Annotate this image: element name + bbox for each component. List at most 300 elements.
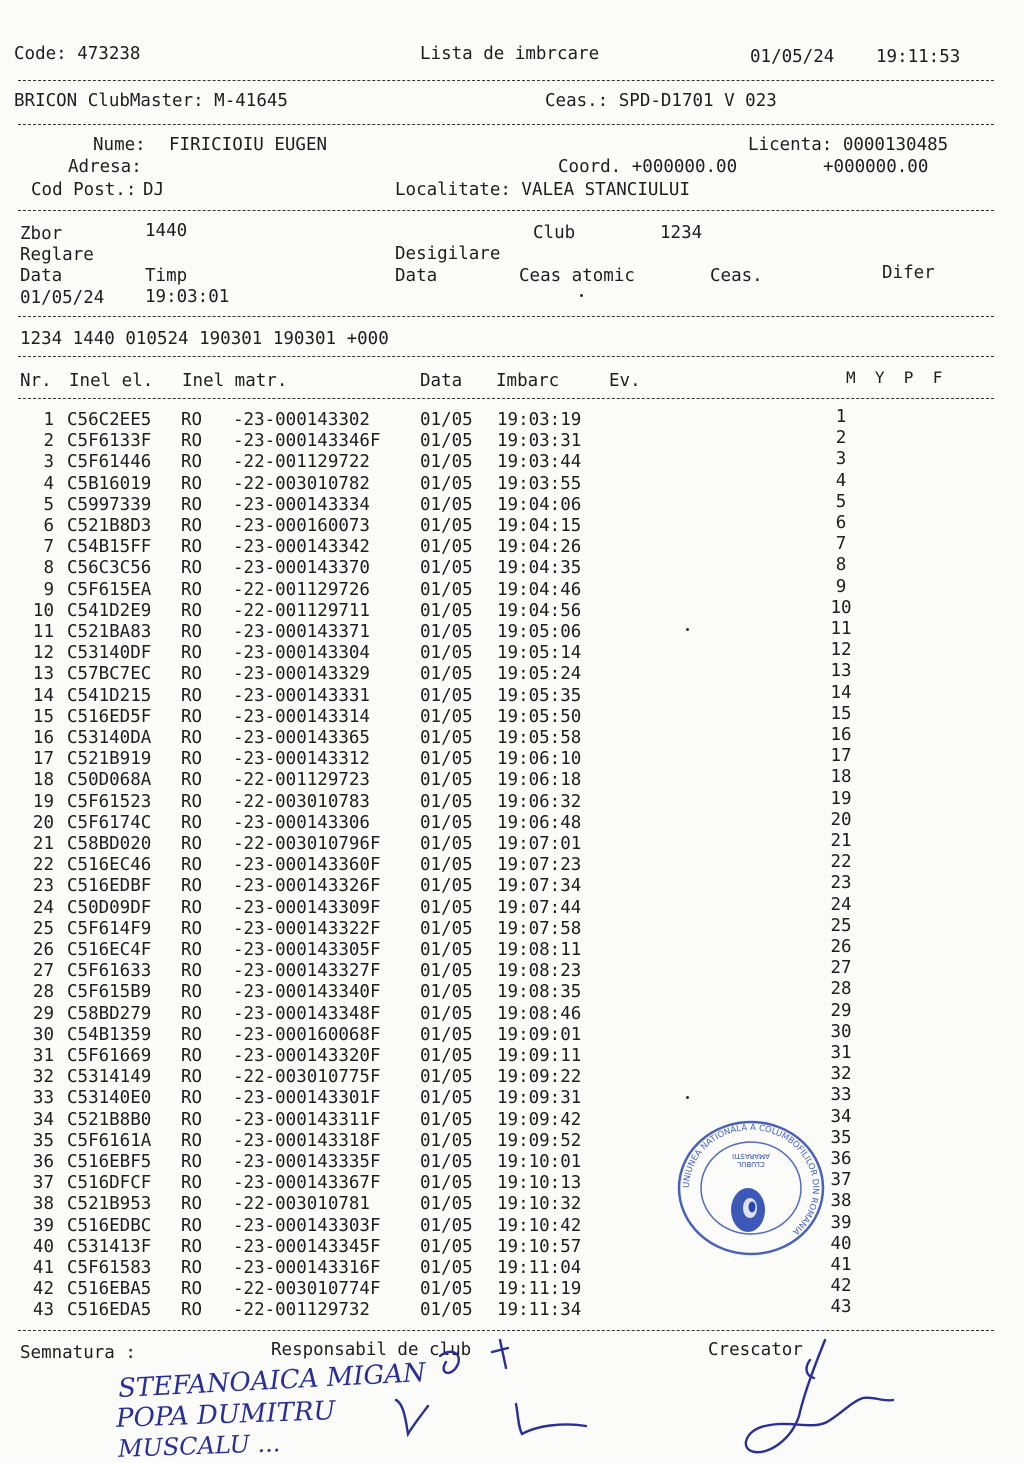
- country: RO: [181, 770, 203, 791]
- col-header-nr: Nr.: [20, 371, 52, 391]
- separator: [18, 1330, 994, 1331]
- row-number: 28: [32, 982, 54, 1003]
- ring-number: -22-001129726: [233, 579, 370, 600]
- row-number: 4: [43, 473, 54, 494]
- svg-text:AMARASTII: AMARASTII: [732, 1152, 770, 1160]
- ring-number: -22-003010796F: [233, 834, 381, 854]
- electronic-ring: C5F614F9: [67, 918, 152, 939]
- stamp-seal-icon: [676, 1118, 826, 1258]
- print-time: 19:11:53: [876, 47, 961, 67]
- electronic-ring: C516DFCF: [67, 1173, 152, 1194]
- table-row: [0, 703, 1024, 730]
- boarding-time: 19:07:23: [497, 855, 582, 876]
- svg-text:CLUBUL: CLUBUL: [737, 1160, 765, 1168]
- row-number: 24: [32, 897, 54, 918]
- boarding-time: 19:07:44: [497, 897, 582, 918]
- electronic-ring: C516ED5F: [67, 706, 152, 727]
- ring-number: -22-001129723: [233, 770, 370, 791]
- adresa-label: Adresa:: [68, 157, 142, 177]
- table-row: [0, 937, 1024, 963]
- arrival-date: 01/05: [420, 1279, 473, 1300]
- electronic-ring: C50D09DF: [67, 897, 152, 918]
- ring-number: -23-000143340F: [233, 982, 381, 1003]
- boarding-time: 19:05:58: [497, 728, 582, 748]
- rank: 34: [830, 1106, 852, 1127]
- table-row: [0, 1000, 1024, 1027]
- club-stamp: [676, 1118, 826, 1263]
- arrival-date: 01/05: [420, 494, 473, 515]
- country: RO: [181, 664, 203, 685]
- electronic-ring: C53140DA: [67, 728, 152, 748]
- row-number: 13: [32, 664, 54, 685]
- table-row: [0, 852, 1024, 878]
- arrival-date: 01/05: [420, 473, 473, 494]
- rank: 2: [835, 428, 847, 449]
- rank: 31: [830, 1043, 852, 1063]
- ring-number: -23-000143312: [233, 749, 370, 770]
- arrival-date: 01/05: [420, 579, 473, 600]
- ring-number: -22-003010781: [233, 1194, 370, 1215]
- clubmaster-id: BRICON ClubMaster: M-41645: [14, 91, 288, 111]
- row-number: 17: [32, 749, 54, 770]
- table-row: [0, 682, 1024, 709]
- arrival-date: 01/05: [420, 770, 473, 791]
- country: RO: [181, 1152, 203, 1172]
- table-row: [0, 1085, 1024, 1111]
- ink-dot: [686, 628, 689, 631]
- row-number: 7: [43, 537, 54, 558]
- rank: 33: [830, 1085, 852, 1106]
- boarding-time: 19:04:56: [497, 600, 582, 621]
- row-number: 41: [32, 1258, 54, 1278]
- table-row: [0, 1297, 1024, 1323]
- row-number: 20: [32, 812, 54, 833]
- electronic-ring: C516EC4F: [67, 940, 152, 960]
- table-row: [0, 894, 1024, 921]
- country: RO: [181, 706, 203, 727]
- row-number: 15: [32, 706, 54, 727]
- boarding-time: 19:05:06: [497, 622, 582, 642]
- ring-number: -23-000143348F: [233, 1003, 381, 1024]
- boarding-time: 19:08:35: [497, 982, 582, 1003]
- ring-number: -22-003010783: [233, 791, 370, 812]
- arrival-date: 01/05: [420, 961, 473, 982]
- country: RO: [181, 431, 203, 452]
- nume-label: Nume:: [93, 135, 146, 155]
- row-number: 3: [43, 452, 54, 473]
- col-header-data: Data: [420, 371, 463, 391]
- electronic-ring: C57BC7EC: [67, 664, 152, 685]
- arrival-date: 01/05: [420, 1215, 473, 1236]
- arrival-date: 01/05: [420, 600, 473, 621]
- row-number: 37: [32, 1173, 54, 1194]
- arrival-date: 01/05: [420, 749, 473, 770]
- ring-number: -23-000143306: [233, 812, 370, 833]
- row-number: 29: [32, 1003, 54, 1024]
- arrival-date: 01/05: [420, 1003, 473, 1024]
- boarding-time: 19:05:35: [497, 685, 582, 706]
- ring-number: -23-000143305F: [233, 940, 381, 960]
- electronic-ring: C53140E0: [67, 1088, 152, 1109]
- ring-number: -23-000143314: [233, 706, 370, 727]
- arrival-date: 01/05: [420, 643, 473, 664]
- electronic-ring: C56C3C56: [67, 558, 152, 579]
- ring-number: -23-000143371: [233, 622, 370, 642]
- table-row: [0, 428, 1024, 454]
- arrival-date: 01/05: [420, 1109, 473, 1130]
- country: RO: [181, 940, 203, 960]
- electronic-ring: C5F615B9: [67, 982, 152, 1003]
- electronic-ring: C516EBA5: [67, 1279, 152, 1300]
- ring-number: -23-000143302: [233, 410, 370, 430]
- rank: 18: [830, 767, 852, 788]
- row-number: 27: [32, 961, 54, 982]
- reglare-timp: 19:03:01: [145, 287, 230, 307]
- table-row: [0, 788, 1024, 815]
- boarding-time: 19:09:22: [497, 1067, 582, 1088]
- rank: 8: [835, 555, 847, 576]
- boarding-time: 19:03:19: [497, 410, 582, 430]
- row-number: 14: [32, 685, 54, 706]
- ring-number: -23-000143318F: [233, 1130, 381, 1151]
- arrival-date: 01/05: [420, 876, 473, 897]
- boarding-time: 19:09:31: [497, 1088, 582, 1109]
- country: RO: [181, 982, 203, 1003]
- row-number: 32: [32, 1067, 54, 1088]
- arrival-date: 01/05: [420, 685, 473, 706]
- arrival-date: 01/05: [420, 1130, 473, 1151]
- electronic-ring: C53140DF: [67, 643, 152, 664]
- table-row: [0, 1276, 1024, 1302]
- locality: Localitate: VALEA STANCIULUI: [395, 180, 691, 200]
- col-header-inel-matr: Inel matr.: [182, 371, 288, 391]
- ring-number: -23-000143334: [233, 494, 370, 515]
- table-row: [0, 767, 1024, 793]
- country: RO: [181, 537, 203, 558]
- ink-dot: [686, 1096, 689, 1099]
- rank: 36: [830, 1149, 852, 1169]
- row-number: 18: [32, 770, 54, 791]
- country: RO: [181, 643, 203, 664]
- rank: 40: [830, 1233, 852, 1254]
- table-row: [0, 1021, 1024, 1048]
- rank: 13: [830, 661, 852, 682]
- table-row: [0, 407, 1024, 433]
- ring-number: -23-000143370: [233, 558, 370, 579]
- ring-number: -22-003010782: [233, 473, 370, 494]
- rank: 9: [835, 576, 847, 597]
- country: RO: [181, 1236, 203, 1257]
- boarding-time: 19:06:10: [497, 749, 582, 770]
- cod-post-value: DJ: [143, 180, 165, 200]
- boarding-time: 19:09:42: [497, 1109, 582, 1130]
- table-row: [0, 619, 1024, 645]
- country: RO: [181, 791, 203, 812]
- electronic-ring: C516EBF5: [67, 1152, 152, 1172]
- row-number: 26: [32, 940, 54, 960]
- table-row: [0, 1212, 1024, 1239]
- country: RO: [181, 622, 203, 642]
- country: RO: [181, 494, 203, 515]
- ring-number: -22-003010775F: [233, 1067, 381, 1088]
- table-row: [0, 1170, 1024, 1196]
- electronic-ring: C521B8D3: [67, 516, 152, 536]
- col-header-inel-el: Inel el.: [69, 371, 154, 391]
- electronic-ring: C54B15FF: [67, 537, 152, 558]
- country: RO: [181, 1194, 203, 1215]
- reglare-label: Reglare: [20, 245, 94, 265]
- rank: 11: [830, 619, 852, 639]
- rank: 19: [830, 788, 852, 809]
- rank: 41: [830, 1255, 852, 1275]
- desigilare-label: Desigilare: [395, 244, 501, 264]
- table-row: [0, 1255, 1024, 1281]
- arrival-date: 01/05: [420, 1046, 473, 1066]
- row-number: 30: [32, 1024, 54, 1045]
- table-row: [0, 1106, 1024, 1133]
- boarding-time: 19:04:46: [497, 579, 582, 600]
- col-header-imbarc: Imbarc: [496, 371, 560, 391]
- row-number: 6: [43, 516, 54, 536]
- arrival-date: 01/05: [420, 1024, 473, 1045]
- country: RO: [181, 1024, 203, 1045]
- table-row: [0, 1233, 1024, 1260]
- boarding-time: 19:10:57: [497, 1236, 582, 1257]
- rank: 20: [830, 809, 852, 830]
- rank: 29: [830, 1000, 852, 1021]
- electronic-ring: C521BA83: [67, 622, 152, 642]
- electronic-ring: C5314149: [67, 1067, 152, 1088]
- electronic-ring: C541D215: [67, 685, 152, 706]
- boarding-time: 19:05:24: [497, 664, 582, 685]
- rank: 17: [830, 746, 852, 767]
- ring-number: -23-000143367F: [233, 1173, 381, 1194]
- boarding-time: 19:03:55: [497, 473, 582, 494]
- boarding-time: 19:07:01: [497, 834, 582, 854]
- country: RO: [181, 516, 203, 536]
- clock-id: Ceas.: SPD-D1701 V 023: [545, 91, 777, 111]
- arrival-date: 01/05: [420, 897, 473, 918]
- ring-number: -22-001129722: [233, 452, 370, 473]
- country: RO: [181, 855, 203, 876]
- row-number: 5: [43, 494, 54, 515]
- rank: 16: [830, 725, 852, 745]
- handwritten-name-1: STEFANOAICA MIGAN: [117, 1357, 427, 1405]
- ring-number: -23-000143365: [233, 728, 370, 748]
- country: RO: [181, 579, 203, 600]
- ring-number: -23-000143322F: [233, 918, 381, 939]
- table-row: [0, 873, 1024, 899]
- table-row: [0, 725, 1024, 751]
- boarding-time: 19:11:04: [497, 1258, 582, 1278]
- row-number: 21: [32, 834, 54, 854]
- table-row: [0, 576, 1024, 603]
- row-number: 39: [32, 1215, 54, 1236]
- print-date: 01/05/24: [750, 47, 835, 67]
- handwritten-name-3: MUSCALU ...: [117, 1429, 281, 1463]
- country: RO: [181, 473, 203, 494]
- rank: 24: [830, 894, 852, 915]
- cod-post-label: Cod Post.:: [31, 180, 137, 200]
- zbor-label: Zbor: [20, 224, 63, 244]
- country: RO: [181, 1215, 203, 1236]
- row-number: 38: [32, 1194, 54, 1215]
- rank: 37: [830, 1170, 852, 1191]
- rank: 42: [830, 1276, 852, 1297]
- document-code: Code: 473238: [14, 44, 141, 64]
- arrival-date: 01/05: [420, 1300, 473, 1321]
- electronic-ring: C56C2EE5: [67, 410, 152, 430]
- row-number: 31: [32, 1046, 54, 1066]
- ring-number: -22-001129732: [233, 1300, 370, 1321]
- ring-number: -23-000143320F: [233, 1046, 381, 1066]
- ring-number: -23-000143346F: [233, 431, 381, 452]
- arrival-date: 01/05: [420, 982, 473, 1003]
- table-row: [0, 979, 1024, 1005]
- arrival-date: 01/05: [420, 452, 473, 473]
- ring-number: -23-000143326F: [233, 876, 381, 897]
- electronic-ring: C5B16019: [67, 473, 152, 494]
- licence-number: Licenta: 0000130485: [748, 135, 949, 155]
- row-number: 23: [32, 876, 54, 897]
- table-row: [0, 513, 1024, 539]
- row-number: 11: [32, 622, 54, 642]
- rank: 6: [835, 513, 847, 533]
- boarding-time: 19:06:48: [497, 812, 582, 833]
- ring-number: -23-000143311F: [233, 1109, 381, 1130]
- ring-number: -23-000160068F: [233, 1024, 381, 1045]
- col-header-flags: M Y P F: [846, 368, 943, 387]
- arrival-date: 01/05: [420, 1173, 473, 1194]
- rank: 3: [835, 449, 847, 470]
- coordinates: Coord. +000000.00: [558, 157, 738, 177]
- table-row: [0, 1127, 1024, 1154]
- ring-number: -23-000143327F: [233, 961, 381, 982]
- rank: 30: [830, 1021, 852, 1042]
- electronic-ring: C58BD279: [67, 1003, 152, 1024]
- row-number: 35: [32, 1130, 54, 1151]
- boarding-time: 19:08:46: [497, 1003, 582, 1024]
- boarding-time: 19:04:35: [497, 558, 582, 579]
- arrival-date: 01/05: [420, 1194, 473, 1215]
- country: RO: [181, 812, 203, 833]
- ring-number: -23-000160073: [233, 516, 370, 536]
- electronic-ring: C516EDA5: [67, 1300, 152, 1321]
- arrival-date: 01/05: [420, 706, 473, 727]
- arrival-date: 01/05: [420, 1152, 473, 1172]
- electronic-ring: C531413F: [67, 1236, 152, 1257]
- country: RO: [181, 452, 203, 473]
- boarding-time: 19:08:11: [497, 940, 582, 960]
- table-row: [0, 534, 1024, 560]
- row-number: 40: [32, 1236, 54, 1257]
- row-number: 25: [32, 918, 54, 939]
- boarding-time: 19:09:52: [497, 1130, 582, 1151]
- country: RO: [181, 897, 203, 918]
- boarding-time: 19:08:23: [497, 961, 582, 982]
- ring-number: -23-000143301F: [233, 1088, 381, 1109]
- row-number: 42: [32, 1279, 54, 1300]
- rank: 39: [830, 1212, 852, 1233]
- rank: 26: [830, 937, 852, 957]
- ceas-atomic-label: Ceas atomic: [519, 266, 635, 286]
- boarding-time: 19:03:44: [497, 452, 582, 473]
- boarding-time: 19:11:19: [497, 1279, 582, 1300]
- coordinates-2: +000000.00: [823, 157, 929, 177]
- boarding-time: 19:04:26: [497, 537, 582, 558]
- ring-number: -23-000143342: [233, 537, 370, 558]
- ring-number: -23-000143329: [233, 664, 370, 685]
- electronic-ring: C541D2E9: [67, 600, 152, 621]
- arrival-date: 01/05: [420, 728, 473, 748]
- ring-number: -23-000143345F: [233, 1236, 381, 1257]
- electronic-ring: C521B8B0: [67, 1109, 152, 1130]
- country: RO: [181, 1300, 203, 1321]
- boarding-time: 19:03:31: [497, 431, 582, 452]
- country: RO: [181, 1067, 203, 1088]
- electronic-ring: C5F6174C: [67, 812, 152, 833]
- table-row: [0, 831, 1024, 857]
- rank: 28: [830, 979, 852, 1000]
- handwritten-name-2: POPA DUMITRU: [115, 1396, 336, 1434]
- country: RO: [181, 1279, 203, 1300]
- ring-number: -23-000143304: [233, 643, 370, 664]
- country: RO: [181, 728, 203, 748]
- boarding-time: 19:06:18: [497, 770, 582, 791]
- row-number: 43: [32, 1300, 54, 1321]
- row-number: 12: [32, 643, 54, 664]
- rank: 10: [830, 597, 852, 618]
- rank: 32: [830, 1064, 852, 1085]
- table-row: [0, 746, 1024, 772]
- country: RO: [181, 1109, 203, 1130]
- arrival-date: 01/05: [420, 1258, 473, 1278]
- rank: 43: [830, 1297, 852, 1318]
- electronic-ring: C5997339: [67, 494, 152, 515]
- table-row: [0, 470, 1024, 497]
- reglare-data: 01/05/24: [20, 288, 105, 308]
- desigilare-data-label: Data: [395, 266, 438, 286]
- row-number: 10: [32, 600, 54, 621]
- table-row: [0, 491, 1024, 518]
- electronic-ring: C5F61583: [67, 1258, 152, 1278]
- country: RO: [181, 1130, 203, 1151]
- table-row: [0, 1064, 1024, 1090]
- rank: 15: [830, 703, 852, 724]
- arrival-date: 01/05: [420, 431, 473, 452]
- arrival-date: 01/05: [420, 855, 473, 876]
- row-number: 34: [32, 1109, 54, 1130]
- row-number: 22: [32, 855, 54, 876]
- row-number: 8: [43, 558, 54, 579]
- club-value: 1234: [660, 223, 703, 243]
- arrival-date: 01/05: [420, 516, 473, 536]
- electronic-ring: C521B919: [67, 749, 152, 770]
- row-number: 33: [32, 1088, 54, 1109]
- table-row: [0, 555, 1024, 581]
- arrival-date: 01/05: [420, 918, 473, 939]
- semnatura-label: Semnatura :: [20, 1343, 136, 1363]
- boarding-time: 19:10:42: [497, 1215, 582, 1236]
- ring-number: -23-000143335F: [233, 1152, 381, 1172]
- table-row: [0, 449, 1024, 475]
- rank: 7: [835, 534, 847, 555]
- row-number: 1: [43, 410, 54, 430]
- country: RO: [181, 1173, 203, 1194]
- arrival-date: 01/05: [420, 1236, 473, 1257]
- rank: 21: [830, 831, 852, 851]
- electronic-ring: C5F61669: [67, 1046, 152, 1066]
